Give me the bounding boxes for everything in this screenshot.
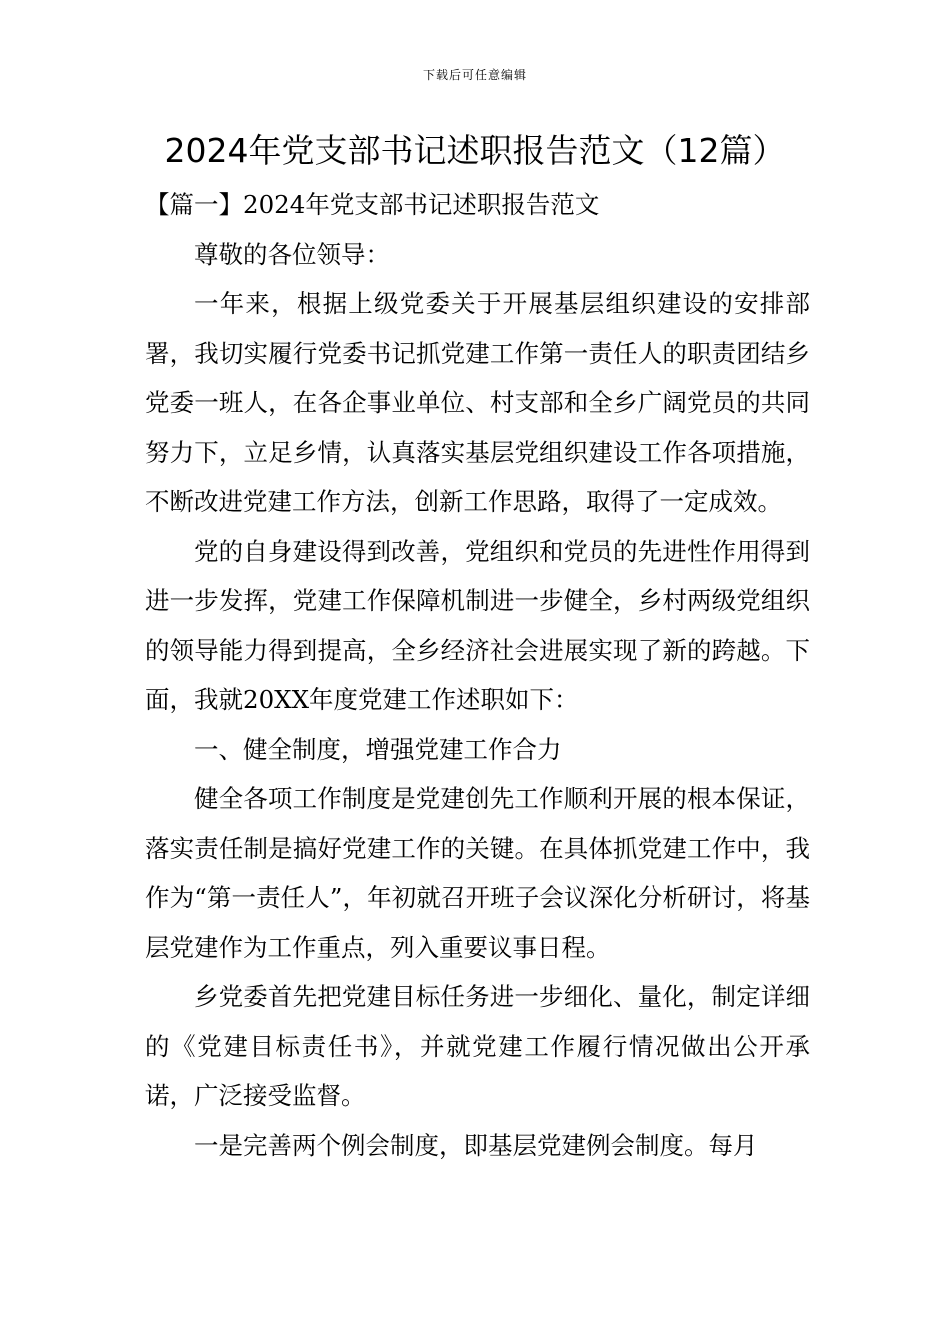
paragraph-system: 健全各项工作制度是党建创先工作顺利开展的根本保证，落实责任制是搞好党建工作的关键。在具体抓党建工作中，我作为“第一责任人”，年初就召开班子会议深化分析研讨，将基层党建作为工作重点，列入重要议事日程。: [145, 784, 810, 962]
document-title: 2024年党支部书记述职报告范文（12篇）: [164, 131, 786, 170]
paragraph-meetings: 一是完善两个例会制度，即基层党建例会制度。每月: [194, 1130, 758, 1160]
paragraph-salutation: 尊敬的各位领导：: [194, 239, 390, 269]
paragraph-achievements: 党的自身建设得到改善，党组织和党员的先进性作用得到进一步发挥，党建工作保障机制进一步健全，乡村两级党组织的领导能力得到提高，全乡经济社会进展实现了新的跨越。下面，我就20XX年度党建工作述职如下：: [145, 536, 810, 714]
document-body: [145, 180, 810, 1170]
header-note: 下载后可任意编辑: [422, 68, 527, 82]
paragraph-commitment: 乡党委首先把党建目标任务进一步细化、量化，制定详细的《党建目标责任书》，并就党建工作履行情况做出公开承诺，广泛接受监督。: [145, 982, 810, 1110]
section-heading: 【篇一】2024年党支部书记述职报告范文: [145, 190, 600, 219]
paragraph-intro: 一年来，根据上级党委关于开展基层组织建设的安排部署，我切实履行党委书记抓党建工作第一责任人的职责团结乡党委一班人，在各企事业单位、村支部和全乡广阔党员的共同努力下，立足乡情，认真落实基层党组织建设工作各项措施，不断改进党建工作方法，创新工作思路，取得了一定成效。: [145, 289, 810, 516]
subsection-heading: 一、健全制度，增强党建工作合力: [194, 734, 562, 764]
